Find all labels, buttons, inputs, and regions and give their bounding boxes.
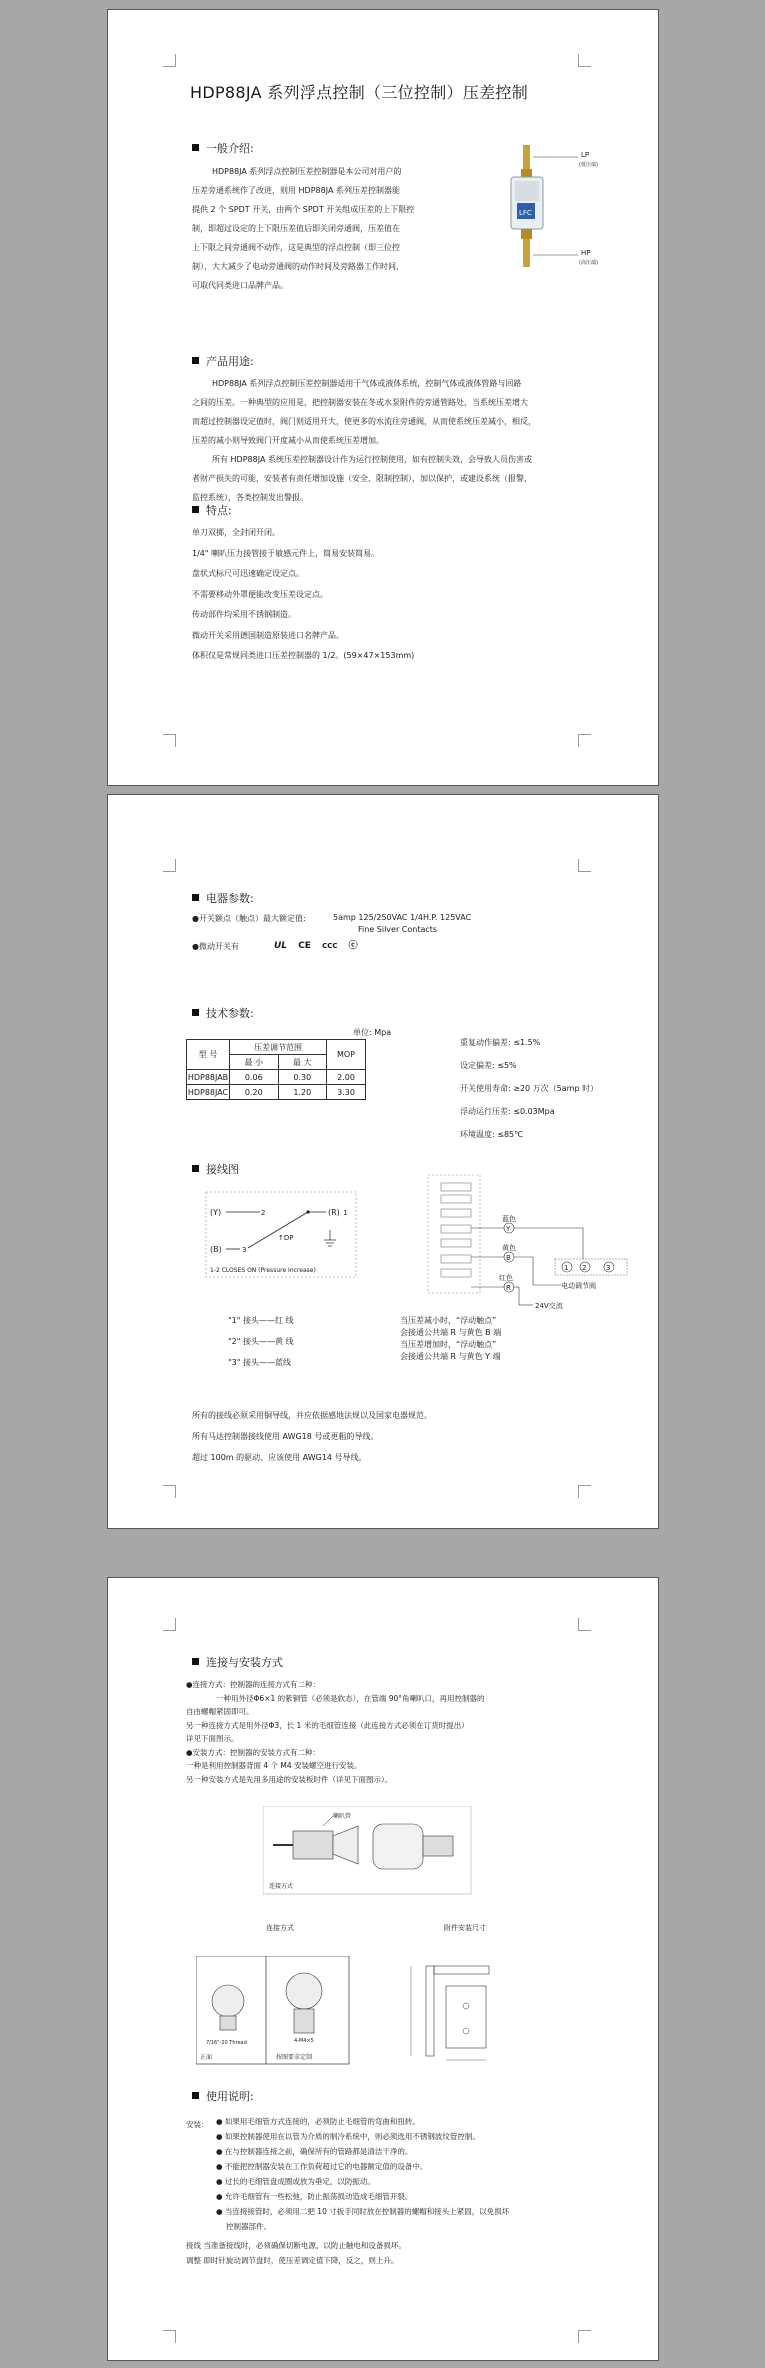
list-item: 会接通公共端 R 与黄色 Y 端 bbox=[400, 1352, 501, 1361]
list-item: 重复动作偏差: ≤1.5% bbox=[460, 1038, 541, 1047]
terminal-b-label: (B) bbox=[210, 1245, 222, 1254]
product-image bbox=[503, 145, 633, 295]
list-item: ● 在与控制器连接之前，确保所有的管路都是清洁干净的。 bbox=[216, 2147, 413, 2156]
diagram-caption: 1-2 CLOSES ON (Pressure Increase) bbox=[210, 1267, 316, 1274]
switch-wiring-diagram bbox=[158, 1190, 358, 1285]
document-page-1 bbox=[108, 10, 658, 785]
figure-caption: 正面 bbox=[200, 2054, 213, 2061]
crop-mark bbox=[578, 54, 591, 67]
list-item: ● 过长的毛细管盘成圈或放为垂定，以防振动。 bbox=[216, 2177, 375, 2186]
figure-caption: 连接方式 bbox=[269, 1883, 294, 1890]
section-heading-electrical: 电器参数: bbox=[192, 890, 254, 906]
ccc-mark-icon: CCC bbox=[322, 942, 338, 950]
list-item: 控制器部件。 bbox=[226, 2222, 271, 2231]
table-header-cell: 压差调节范围 bbox=[230, 1040, 327, 1055]
table-cell: HDP88JAC bbox=[187, 1085, 230, 1100]
tech-spec-table bbox=[186, 1039, 366, 1100]
wiring-adjust-notes: 接线 当准备接线时，必须确保切断电源，以防止触电和设备损坏。 调整 即时针旋动调节盘时，使压差调定值下降，反之，则上升。 bbox=[186, 2241, 406, 2265]
table-header-cell: 型 号 bbox=[187, 1040, 230, 1070]
actuator-terminal-label: 1 bbox=[564, 1264, 569, 1272]
product-logo-text: LFC bbox=[519, 209, 532, 217]
figure-label: 7/16"-20 Thread bbox=[206, 2040, 247, 2046]
section-heading-intro: 一般介绍: bbox=[192, 140, 254, 156]
list-item: ● 当连接接管时，必须用二把 10 寸扳手同时放在控制器的螺帽和接头上紧固，以免损坏 bbox=[216, 2207, 510, 2216]
section-heading-features: 特点: bbox=[192, 502, 232, 518]
list-item: 设定偏差: ≤5% bbox=[460, 1061, 517, 1070]
bracket-dimension-figure bbox=[406, 1956, 516, 2066]
terminal-y-label: Y bbox=[506, 1225, 511, 1233]
bullet-square-icon bbox=[192, 506, 199, 513]
crop-mark bbox=[163, 734, 176, 747]
terminal-3-label: 3 bbox=[242, 1246, 247, 1254]
figure-label: 喇叭管 bbox=[333, 1813, 352, 1820]
table-row bbox=[187, 1085, 366, 1100]
actuator-terminal-label: 3 bbox=[606, 1264, 611, 1272]
crop-mark bbox=[578, 1618, 591, 1631]
ul-mark-icon: UL bbox=[274, 941, 288, 951]
crop-mark bbox=[163, 859, 176, 872]
lp-sub-label: (低压端) bbox=[579, 162, 598, 168]
unit-label: 单位: Mpa bbox=[353, 1028, 392, 1037]
table-cell: 0.20 bbox=[230, 1085, 279, 1100]
crop-mark bbox=[163, 1485, 176, 1498]
list-item: 不需要移动外罩便能改变压差设定点。 bbox=[192, 589, 328, 599]
list-item: "1" 接头——红 线 bbox=[228, 1316, 294, 1325]
crop-mark bbox=[578, 2330, 591, 2343]
electrical-rating-label: ●开关额点（触点）最大额定值: bbox=[192, 914, 306, 923]
table-cell: HDP88JAB bbox=[187, 1070, 230, 1085]
usage-text: HDP88JA 系列浮点控制压差控制器适用于气体或液体系统，控制气体或液体管路与回路 之间的压差。一种典型的应用是，把控制器安装在冬或水泵附件的旁通管路处，当系统压差增大 而超过控制器设定值时，阀门则适用开大，使更多的水流往旁通阀，从而使系统压差减小，相反， 压差的减小则导致阀门开度减小从而使系统压差增加。 所有 HDP88JA 系统压差控制器设计作为运行控制使用，如有控制失效，会导致人员伤害或 者财产损失的可能，安装者有责任增加设施（安全、限制控制），加以保护，或建设系统（报警， 监控系统），各类控制发出警报。 bbox=[192, 379, 536, 502]
bullet-square-icon bbox=[192, 357, 199, 364]
list-item: 当压差减小时，“浮动触点” bbox=[400, 1316, 497, 1325]
blue-color-label: 蓝色 bbox=[502, 1215, 516, 1223]
table-header-row bbox=[187, 1040, 366, 1055]
bullet-square-icon bbox=[192, 1009, 199, 1016]
list-item: ● 不能把控制器安装在工作负荷超过它的电器额定值的设备中。 bbox=[216, 2162, 428, 2171]
install-text: ●连接方式：控制器的连接方式有二种： 一种用外径Φ6×1 的紫铜管（必须是软态），在管端 90°角喇叭口，再用控制器的 自由螺帽紧固即可。 另一种连接方式是用外径Φ3，长 1 米的毛细管连接（此连接方式必须在订货时提出） 详见下面图示。 ●安装方式：控制器的安装方式有二种： 一种是利用控制器背面 4 个 M4 安装螺空进行安装。 另一种安装方式是先用多用途的安装板时件（详见下面图示）。 bbox=[186, 1680, 485, 1784]
figure-label: 4-M4×5 bbox=[294, 2038, 314, 2044]
list-item: ● 允许毛细管有一些松弛，防止振荡损动造成毛细管开裂。 bbox=[216, 2192, 413, 2201]
section-heading-usage: 产品用途: bbox=[192, 353, 254, 369]
document-page-2 bbox=[108, 795, 658, 1528]
table-header-cell: MOP bbox=[327, 1040, 366, 1070]
table-cell: 2.00 bbox=[327, 1070, 366, 1085]
crop-mark bbox=[578, 859, 591, 872]
terminal-y-label: (Y) bbox=[210, 1208, 222, 1217]
install-prefix: 安装： bbox=[186, 2120, 209, 2129]
terminal-r-label: (R) bbox=[328, 1208, 340, 1217]
list-item: 传动部件均采用不锈钢制造。 bbox=[192, 610, 296, 619]
usage-instructions-list bbox=[216, 2114, 636, 2234]
bullet-square-icon bbox=[192, 894, 199, 901]
wiring-footer-text: 所有的接线必须采用铜导线，并应依据感地法规以及国家电器规范。 所有马达控制器接线使用 AWG18 号或更粗的导线。 超过 100m 的驱动、应该使用 AWG14 号导线。 bbox=[192, 1411, 432, 1462]
wire-color-legend bbox=[228, 1310, 294, 1373]
wiring-notes bbox=[400, 1315, 501, 1363]
hp-label: HP bbox=[581, 249, 591, 257]
connection-method-figure bbox=[263, 1806, 473, 1896]
tech-specs-list bbox=[460, 1031, 650, 1146]
table-cell: 1.20 bbox=[278, 1085, 327, 1100]
red-color-label: 红色 bbox=[499, 1274, 513, 1282]
list-item: 微动开关采用德国制造原装进口名牌产品。 bbox=[192, 630, 344, 640]
crop-mark bbox=[578, 1485, 591, 1498]
terminal-1-label: 1 bbox=[343, 1209, 348, 1217]
dp-arrow-label: ↑DP bbox=[278, 1234, 294, 1242]
table-header-cell: 最 小 bbox=[230, 1055, 279, 1070]
bullet-square-icon bbox=[192, 1658, 199, 1665]
valve-wiring-diagram bbox=[423, 1167, 658, 1317]
c-mark-icon: ⓒ bbox=[348, 941, 358, 951]
section-heading-tech: 技术参数: bbox=[192, 1005, 254, 1021]
table-cell: 0.06 bbox=[230, 1070, 279, 1085]
hp-sub-label: (高压端) bbox=[579, 260, 598, 266]
list-item: ● 如果用毛细管方式连接的，必须防止毛细管的弯曲和扭转。 bbox=[216, 2117, 420, 2126]
figure-caption: 按图要求定制 bbox=[276, 2054, 313, 2061]
list-item: "3" 接头——蓝线 bbox=[228, 1358, 291, 1367]
table-header-cell: 最 大 bbox=[278, 1055, 327, 1070]
crop-mark bbox=[163, 1618, 176, 1631]
list-item: 单刀双掷，全封闭开闭。 bbox=[192, 528, 280, 537]
list-item: 开关使用寿命: ≥20 万次（5amp 时） bbox=[460, 1084, 599, 1093]
microswitch-label: ●微动开关有 bbox=[192, 942, 239, 951]
bullet-square-icon bbox=[192, 144, 199, 151]
list-item: 1/4" 喇叭压力接管接于敏感元件上，简易安装简易。 bbox=[192, 548, 380, 558]
features-list bbox=[192, 523, 612, 667]
lp-label: LP bbox=[581, 151, 590, 159]
list-item: 环境温度: ≤85℃ bbox=[460, 1130, 524, 1139]
section-heading-usage-instructions: 使用说明: bbox=[192, 2088, 254, 2104]
list-item: 体积仅是常规同类进口压差控制器的 1/2。(59×47×153mm) bbox=[192, 651, 415, 660]
yellow-color-label: 黄色 bbox=[502, 1244, 516, 1252]
crop-mark bbox=[163, 54, 176, 67]
bullet-square-icon bbox=[192, 2092, 199, 2099]
table-cell: 3.30 bbox=[327, 1085, 366, 1100]
list-item: 盘状式标尺可迅速确定设定点。 bbox=[192, 569, 304, 578]
crop-mark bbox=[578, 734, 591, 747]
page-title: HDP88JA 系列浮点控制（三位控制）压差控制 bbox=[190, 83, 529, 102]
connection-caption: 连接方式 bbox=[266, 1924, 294, 1932]
list-item: "2" 接头——黄 线 bbox=[228, 1337, 294, 1346]
list-item: 会接通公共端 R 与黄色 B 端 bbox=[400, 1328, 502, 1337]
electrical-rating-value: 5amp 125/250VAC 1/4H.P. 125VAC bbox=[333, 913, 472, 922]
table-cell: 0.30 bbox=[278, 1070, 327, 1085]
mounting-figure bbox=[196, 1956, 351, 2066]
terminal-r-label: R bbox=[506, 1284, 511, 1292]
section-heading-wiring: 接线图 bbox=[192, 1161, 239, 1177]
table-row bbox=[187, 1070, 366, 1085]
actuator-label: 电动调节阀 bbox=[561, 1282, 596, 1290]
bullet-square-icon bbox=[192, 1165, 199, 1172]
actuator-terminal-label: 2 bbox=[582, 1264, 587, 1272]
intro-text: HDP88JA 系列浮点控制压差控制器是本公司对用户的 压差旁通系统作了改进，则用 HDP88JA 系列压差控制器能 提供 2 个 SPDT 开关，由两个 SPDT 开关组成压差的上下限控 制，即超过设定的上下限压差值后即关闭旁通阀，压差值在 上下限之间旁通阀不动作，这是典型的浮点控制（即三位控 制），大大减少了电动旁通阀的动作时间及旁路器工作时间， 可取代同类进口品牌产品。 bbox=[192, 167, 415, 290]
section-heading-install: 连接与安装方式 bbox=[192, 1654, 283, 1670]
electrical-contacts: Fine Silver Contacts bbox=[358, 925, 438, 934]
ce-mark-icon: CE bbox=[298, 941, 311, 951]
terminal-2-label: 2 bbox=[261, 1209, 266, 1217]
certification-marks bbox=[274, 938, 358, 951]
terminal-b-label: B bbox=[506, 1254, 511, 1262]
bracket-caption: 附件安装尺寸 bbox=[444, 1924, 486, 1932]
list-item: 当压差增加时，“浮动触点” bbox=[400, 1340, 497, 1349]
list-item: 浮动运行压差: ≤0.03Mpa bbox=[460, 1107, 555, 1116]
document-page-3 bbox=[108, 1578, 658, 2360]
crop-mark bbox=[163, 2330, 176, 2343]
voltage-label: 24V交流 bbox=[535, 1302, 563, 1310]
list-item: ● 如果控制器使用在以管为介质的制冷系统中，则必须选用不锈钢波纹管控制。 bbox=[216, 2132, 480, 2141]
